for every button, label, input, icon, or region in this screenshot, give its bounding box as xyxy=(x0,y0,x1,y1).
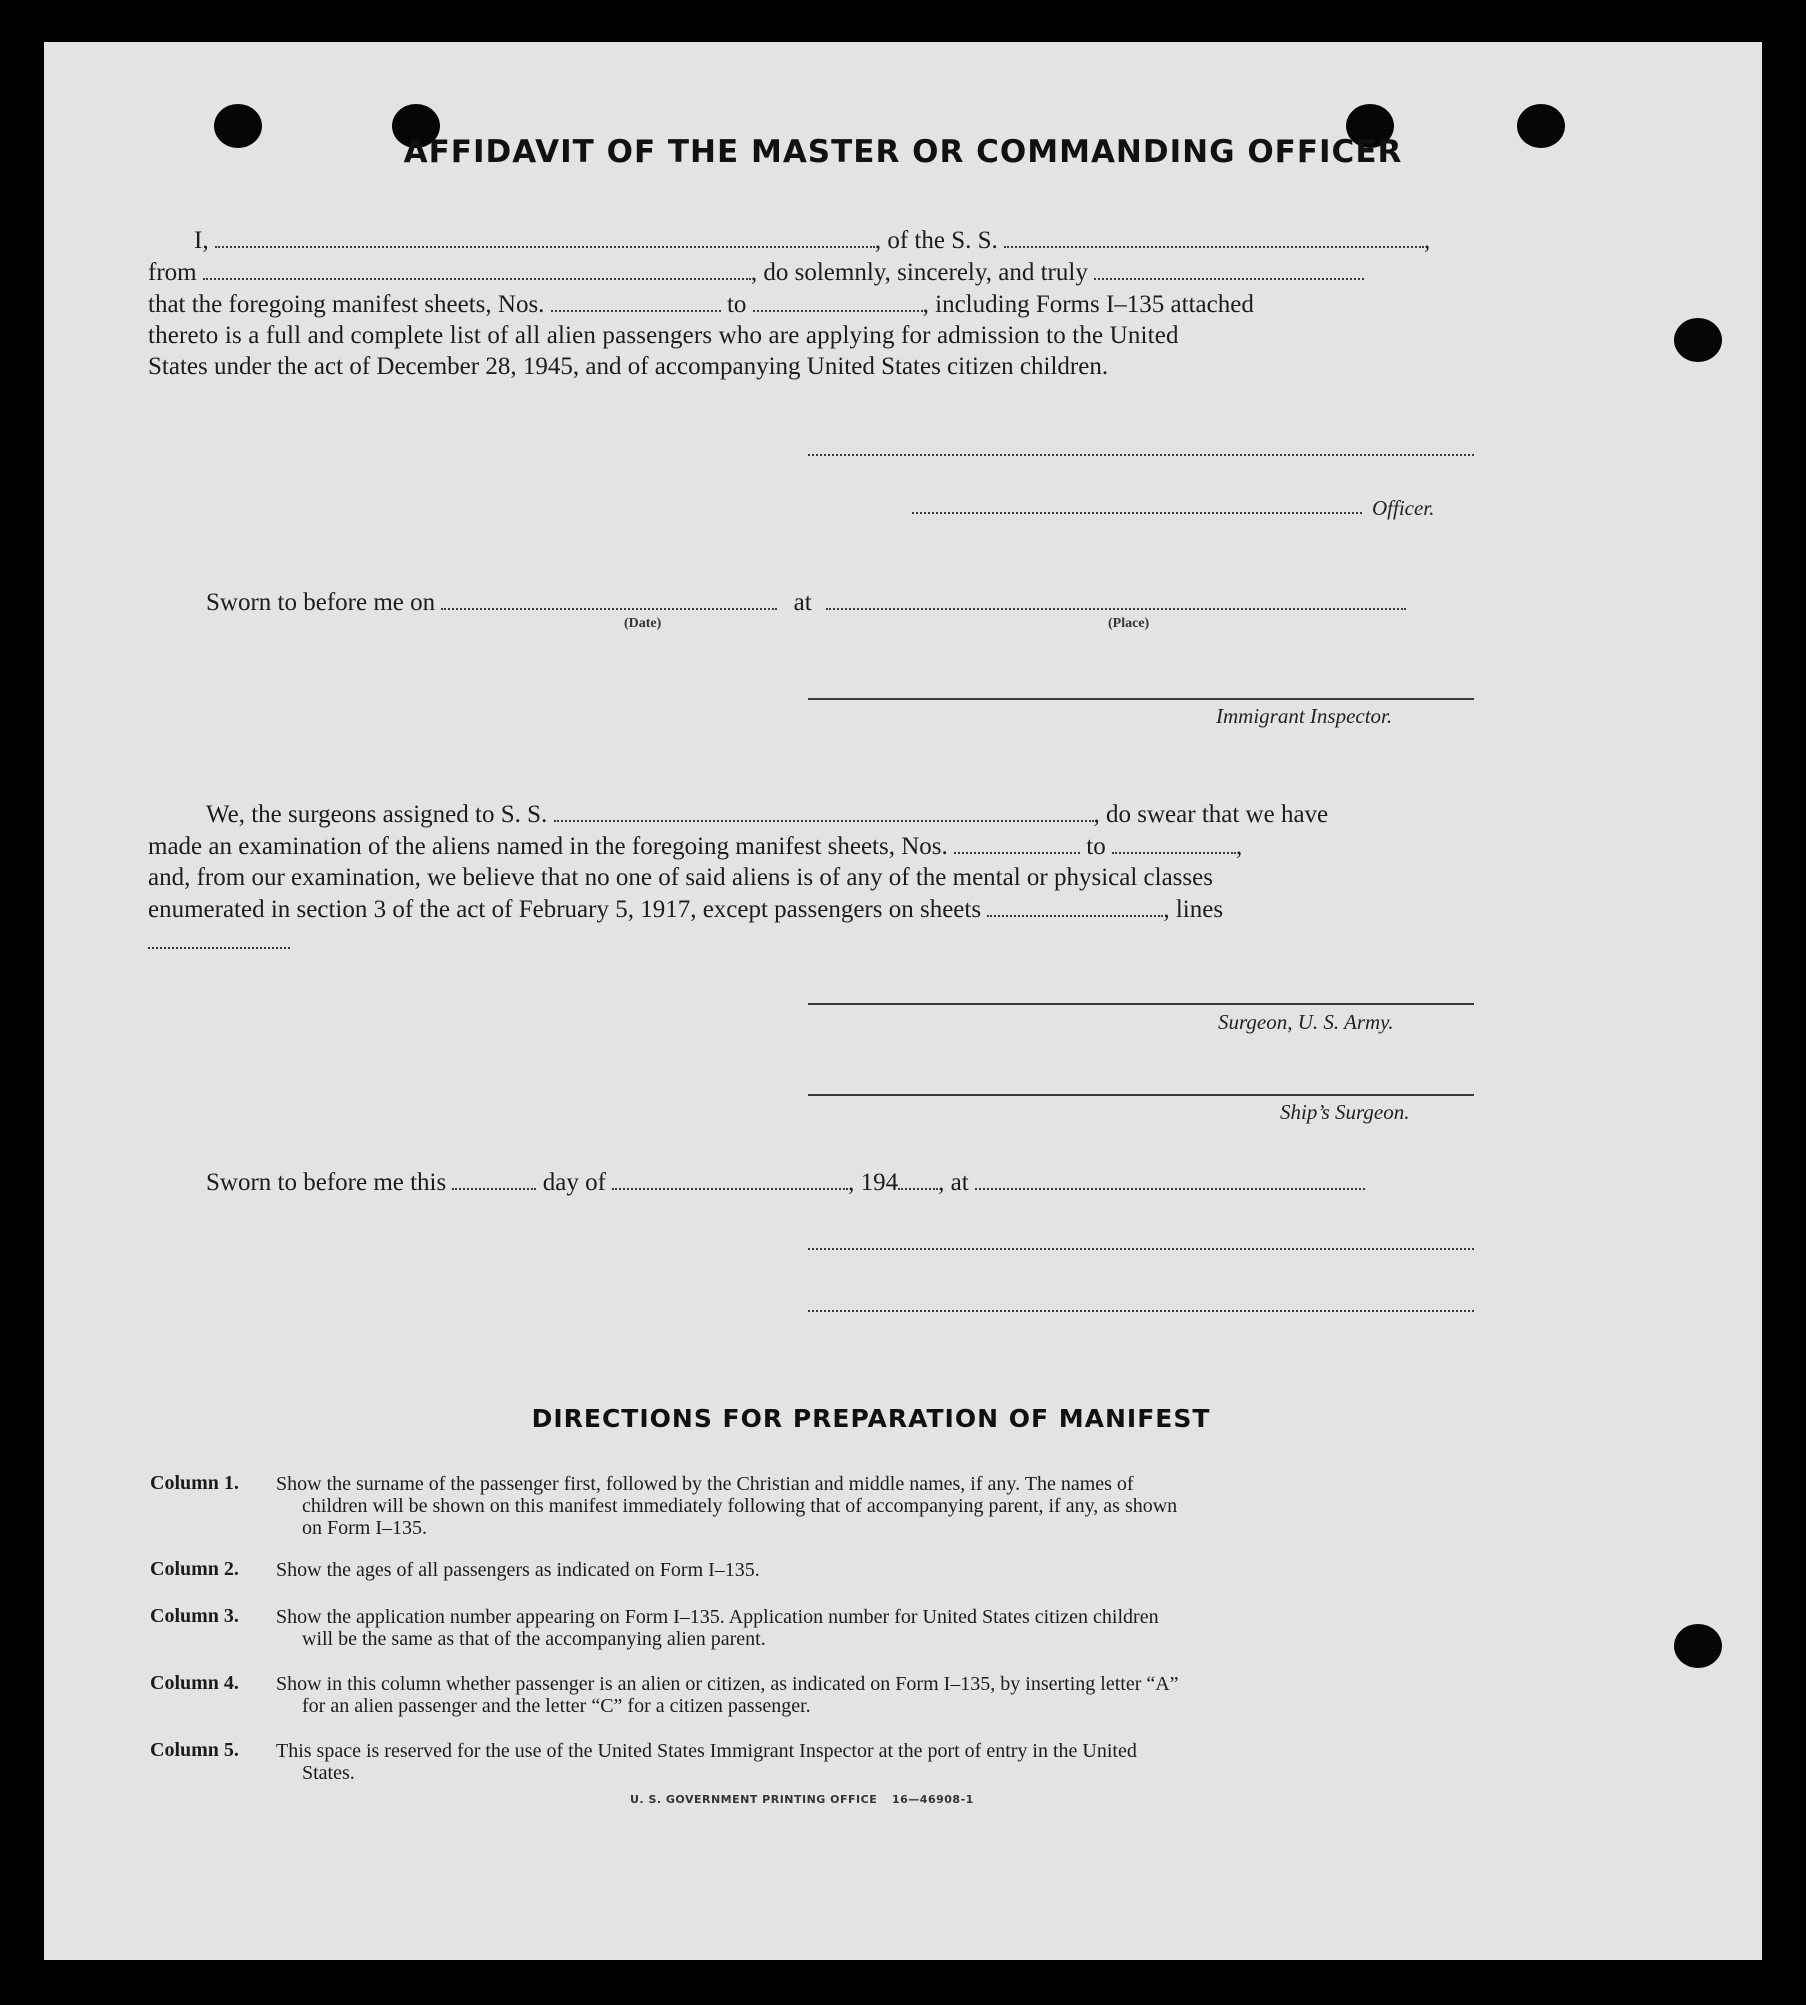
place-caption: (Place) xyxy=(1108,616,1150,631)
column-4-label: Column 4. xyxy=(150,1672,239,1694)
surgeon-ship-field[interactable] xyxy=(554,798,1094,822)
officer-title-line[interactable] xyxy=(912,512,1362,514)
official-signature-line[interactable] xyxy=(808,1248,1474,1250)
officer-label: Officer. xyxy=(1372,496,1435,520)
master-name-field[interactable] xyxy=(215,224,875,248)
direction-line: children will be shown on this manifest immediately following that of accompanying parent, if any, as shown xyxy=(302,1495,1178,1517)
surgeons-swear: , do swear that we have xyxy=(1093,801,1329,828)
sworn-at: at xyxy=(793,589,812,616)
form-page xyxy=(44,42,1762,1960)
affidavit-i: I, xyxy=(194,227,209,254)
punctuation: , xyxy=(1424,227,1431,254)
surgeons-lines: , lines xyxy=(1163,896,1224,923)
date-caption: (Date) xyxy=(624,616,662,631)
direction-line: Show the application number appearing on Form I–135. Application number for United States citizen children xyxy=(276,1606,1159,1628)
inspector-signature-line[interactable] xyxy=(808,698,1474,700)
sworn-this-row xyxy=(206,1166,1365,1198)
except-lines-field[interactable] xyxy=(148,925,290,949)
army-surgeon-label: Surgeon, U. S. Army. xyxy=(1218,1010,1394,1034)
affidavit-paragraph xyxy=(148,224,1473,382)
sworn-before-row xyxy=(206,586,1406,618)
official-title-line[interactable] xyxy=(808,1310,1474,1312)
surgeons-start: We, the surgeons assigned to S. S. xyxy=(206,801,548,828)
sworn-prefix: Sworn to before me on xyxy=(206,589,436,616)
exam-sheet-to-field[interactable] xyxy=(1112,830,1236,854)
form-code: 16—46908-1 xyxy=(892,1793,974,1806)
direction-line: States. xyxy=(302,1762,355,1784)
column-5-label: Column 5. xyxy=(150,1739,239,1761)
directions-title: DIRECTIONS FOR PREPARATION OF MANIFEST xyxy=(531,1404,1211,1433)
affidavit-of-ss: , of the S. S. xyxy=(874,227,998,254)
affidavit-line-4: thereto is a full and complete list of all alien passengers who are applying for admission to the United xyxy=(148,322,1179,349)
except-sheets-field[interactable] xyxy=(987,893,1163,917)
affidavit-line-5: States under the act of December 28, 1945, and of accompanying United States citizen children. xyxy=(148,353,1109,380)
sheet-to-field[interactable] xyxy=(753,288,923,312)
affidavit-solemnly: , do solemnly, sincerely, and truly xyxy=(750,259,1088,286)
sworn-this-place-field[interactable] xyxy=(975,1166,1365,1190)
sworn-day-of: day of xyxy=(542,1169,606,1196)
surgeons-exam: made an examination of the aliens named in the foregoing manifest sheets, Nos. xyxy=(148,833,948,860)
surgeons-line-3: and, from our examination, we believe that no one of said aliens is of any of the mental or physical classes xyxy=(148,864,1213,891)
column-4-text xyxy=(276,1673,1472,1717)
punctuation: , xyxy=(1235,833,1243,860)
direction-line: will be the same as that of the accompanying alien parent. xyxy=(302,1628,766,1650)
direction-line: Show the surname of the passenger first, followed by the Christian and middle names, if any. The names of xyxy=(276,1473,1134,1495)
inspector-label: Immigrant Inspector. xyxy=(1216,704,1393,728)
affidavit-forms: , including Forms I–135 attached xyxy=(922,291,1254,318)
affidavit-to: to xyxy=(726,291,747,318)
column-5-text xyxy=(276,1740,1472,1784)
army-surgeon-signature-line[interactable] xyxy=(808,1003,1474,1005)
surgeons-enumerated: enumerated in section 3 of the act of February 5, 1917, except passengers on sheets xyxy=(148,896,982,923)
printer-imprint: U. S. GOVERNMENT PRINTING OFFICE xyxy=(630,1793,878,1806)
column-3-label: Column 3. xyxy=(150,1605,239,1627)
punch-hole xyxy=(1674,318,1722,362)
sheet-from-field[interactable] xyxy=(551,288,721,312)
page-title: AFFIDAVIT OF THE MASTER OR COMMANDING OFFICER xyxy=(403,134,1403,170)
officer-signature-line[interactable] xyxy=(808,454,1474,456)
sworn-place-field[interactable] xyxy=(826,586,1406,610)
punch-hole xyxy=(1674,1624,1722,1668)
ship-name-field[interactable] xyxy=(1004,224,1424,248)
surgeons-to: to xyxy=(1086,833,1106,860)
direction-line: for an alien passenger and the letter “C” for a citizen passenger. xyxy=(302,1695,811,1717)
direction-line: Show the ages of all passengers as indicated on Form I–135. xyxy=(276,1559,760,1581)
sworn-day-field[interactable] xyxy=(452,1166,536,1190)
surgeons-paragraph xyxy=(148,798,1473,957)
sworn-this-at: , at xyxy=(938,1169,969,1196)
column-1-text xyxy=(276,1473,1472,1539)
affidavit-from: from xyxy=(148,259,197,286)
ship-surgeon-signature-line[interactable] xyxy=(808,1094,1474,1096)
column-1-label: Column 1. xyxy=(150,1472,239,1494)
direction-line: This space is reserved for the use of the United States Immigrant Inspector at the port of entry in the United xyxy=(276,1740,1137,1762)
affidavit-sheets: that the foregoing manifest sheets, Nos. xyxy=(148,291,545,318)
column-2-text xyxy=(276,1559,1472,1581)
sworn-this-prefix: Sworn to before me this xyxy=(206,1169,447,1196)
ship-surgeon-label: Ship’s Surgeon. xyxy=(1280,1100,1410,1124)
sworn-year-prefix: , 194 xyxy=(848,1169,899,1196)
sworn-year-field[interactable] xyxy=(898,1166,938,1190)
sworn-month-field[interactable] xyxy=(612,1166,848,1190)
sworn-date-field[interactable] xyxy=(441,586,777,610)
column-2-label: Column 2. xyxy=(150,1558,239,1580)
departure-port-field[interactable] xyxy=(203,256,751,280)
affirmation-field[interactable] xyxy=(1094,256,1364,280)
direction-line: on Form I–135. xyxy=(302,1517,427,1539)
column-3-text xyxy=(276,1606,1472,1650)
direction-line: Show in this column whether passenger is an alien or citizen, as indicated on Form I–135, by inserting letter “A” xyxy=(276,1673,1179,1695)
exam-sheet-from-field[interactable] xyxy=(954,830,1080,854)
